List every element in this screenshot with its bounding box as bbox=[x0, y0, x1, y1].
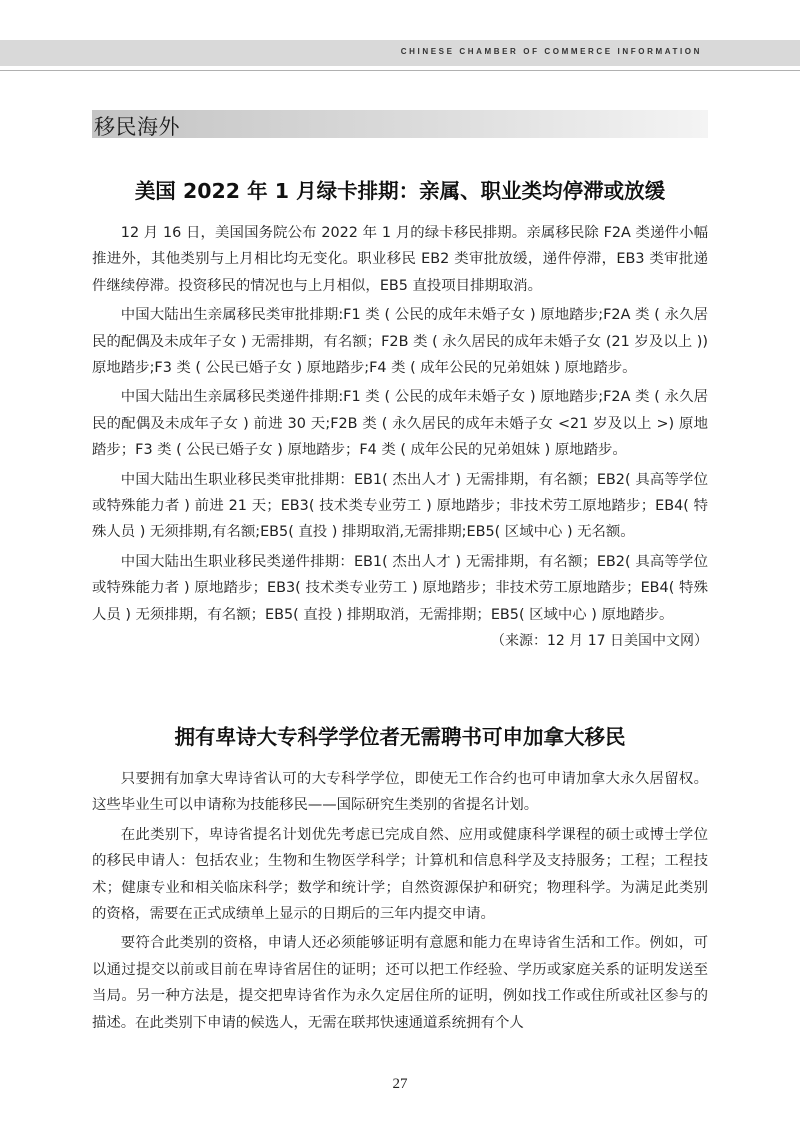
paragraph: 中国大陆出生亲属移民类审批排期:F1 类 ( 公民的成年未婚子女 ) 原地踏步;F2A 类 ( 永久居民的配偶及未成年子女 ) 无需排期，有名额；F2B 类 ( 永久居民的成年未婚子女 (21 岁及以上 )) 原地踏步;F3 类 ( 公民已婚子女 ) 原地踏步;F4 类 ( 成年公民的兄弟姐妹 ) 原地踏步。 bbox=[92, 307, 708, 377]
article-source: （来源：12 月 17 日美国中文网） bbox=[491, 633, 708, 650]
section-title: 移民海外 bbox=[94, 115, 180, 139]
article-body-us-green-card bbox=[92, 220, 708, 655]
paragraph: 中国大陆出生职业移民类审批排期：EB1( 杰出人才 ) 无需排期，有名额；EB2( 具高等学位或特殊能力者 ) 前进 21 天；EB3( 技术类专业劳工 ) 原地踏步；非技术劳工原地踏步；EB4( 特殊人员 ) 无须排期,有名额;EB5( 直投 ) 排期取消,无需排期;EB5( 区域中心 ) 无名额。 bbox=[92, 471, 708, 541]
article-title-bc-immigration: 拥有卑诗大专科学学位者无需聘书可申加拿大移民 bbox=[174, 725, 626, 749]
section-bar bbox=[92, 110, 708, 138]
running-header: CHINESE CHAMBER OF COMMERCE INFORMATION bbox=[400, 47, 702, 56]
paragraph: 只要拥有加拿大卑诗省认可的大专科学学位，即使无工作合约也可申请加拿大永久居留权。这些毕业生可以申请称为技能移民——国际研究生类别的省提名计划。 bbox=[92, 771, 708, 814]
paragraph: 中国大陆出生亲属移民类递件排期:F1 类 ( 公民的成年未婚子女 ) 原地踏步;F2A 类 ( 永久居民的配偶及未成年子女 ) 前进 30 天;F2B 类 ( 永久居民的成年未婚子女 <21 岁及以上 >) 原地踏步；F3 类 ( 公民已婚子女 ) 原地踏步；F4 类 ( 成年公民的兄弟姐妹 ) 原地踏步。 bbox=[92, 389, 708, 459]
paragraph-with-source bbox=[92, 549, 708, 650]
paragraph: 在此类别下，卑诗省提名计划优先考虑已完成自然、应用或健康科学课程的硕士或博士学位的移民申请人：包括农业；生物和生物医学科学；计算机和信息科学及支持服务；工程；工程技术；健康专业和相关临床科学；数学和统计学；自然资源保护和研究；物理科学。为满足此类别的资格，需要在正式成绩单上显示的日期后的三年内提交申请。 bbox=[92, 826, 708, 923]
paragraph: 12 月 16 日，美国国务院公布 2022 年 1 月的绿卡移民排期。亲属移民除 F2A 类递件小幅推进外，其他类别与上月相比均无变化。职业移民 EB2 类审批放缓，递件停滞，EB3 类审批递件继续停滞。投资移民的情况也与上月相似，EB5 直投项目排期取消。 bbox=[92, 225, 708, 294]
paragraph: 要符合此类别的资格，申请人还必须能够证明有意愿和能力在卑诗省生活和工作。例如，可以通过提交以前或目前在卑诗省居住的证明；还可以把工作经验、学历或家庭关系的证明发送至当局。另一种方法是，提交把卑诗省作为永久定居住所的证明，例如找工作或住所或社区参与的描述。在此类别下申请的候选人，无需在联邦快速通道系统拥有个人 bbox=[92, 935, 708, 1031]
page-number: 27 bbox=[392, 1076, 408, 1092]
article-body-bc-immigration bbox=[92, 766, 708, 1039]
article-title-us-green-card: 美国 2022 年 1 月绿卡排期：亲属、职业类均停滞或放缓 bbox=[134, 179, 666, 203]
header-divider bbox=[0, 70, 800, 71]
paragraph: 中国大陆出生职业移民类递件排期：EB1( 杰出人才 ) 无需排期，有名额；EB2( 具高等学位或特殊能力者 ) 原地踏步；EB3( 技术类专业劳工 ) 原地踏步；非技术劳工原地踏步；EB4( 特殊人员 ) 无须排期，有名额；EB5( 直投 ) 排期取消，无需排期；EB5( 区域中心 ) 原地踏步。 bbox=[92, 553, 708, 623]
